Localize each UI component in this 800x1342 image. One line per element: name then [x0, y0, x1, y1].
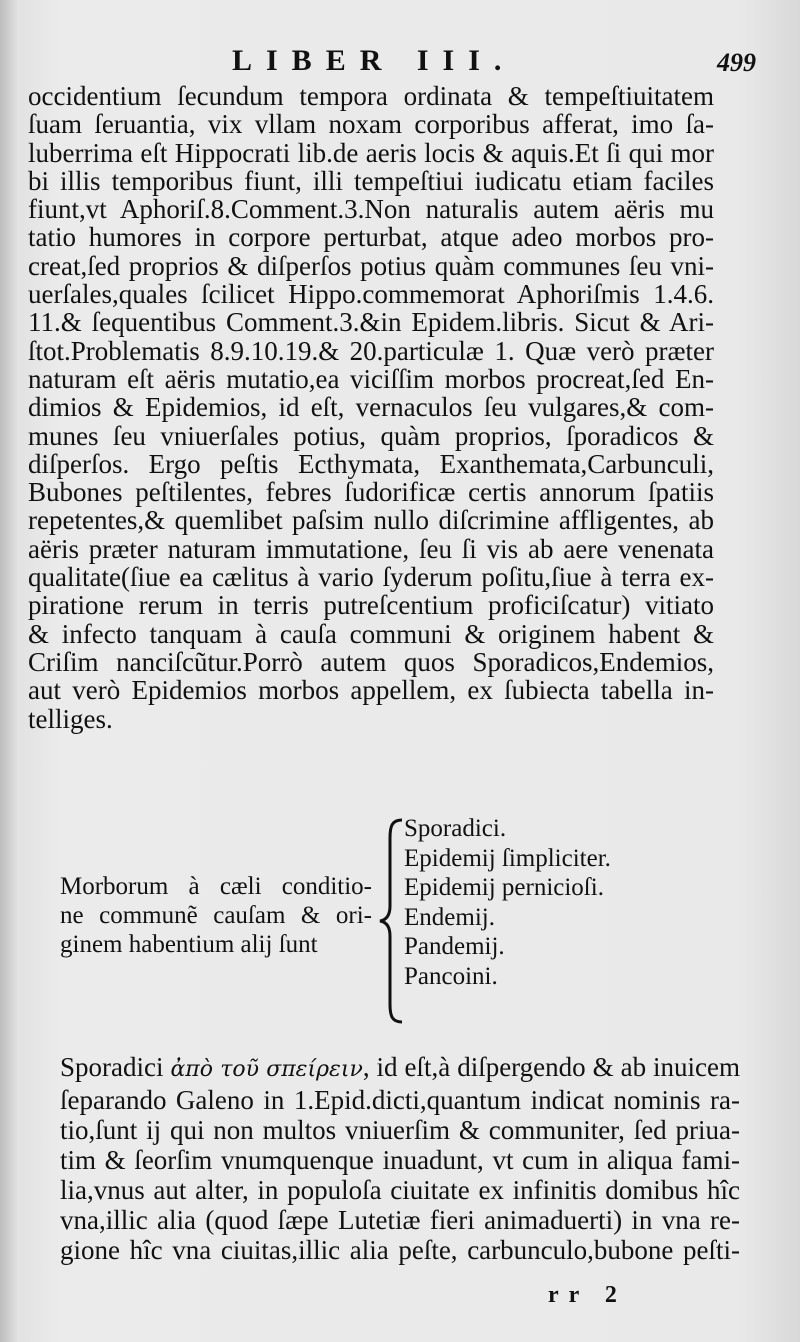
list-item: Endemij. — [404, 903, 495, 931]
classification-table — [60, 814, 740, 1034]
running-head: LIBER III. — [232, 44, 516, 77]
text-line: aut verò Epidemios morbos appellem, ex ſubiecta tabella in- — [28, 675, 714, 706]
page-header — [0, 40, 800, 80]
list-item: Epidemij ſimpliciter. — [404, 844, 611, 872]
text-line: repetentes,& quemlibet paſsim nullo diſcrimine affligentes, ab — [28, 505, 714, 536]
table-lead-text — [60, 872, 372, 959]
text-line: uerſales,quales ſcilicet Hippo.commemorat Aphoriſmis 1.4.6. — [28, 279, 714, 310]
text-line — [60, 1052, 740, 1085]
list-item: Sporadici. — [404, 815, 507, 842]
text-line: tio,ſunt ij qui non multos vniuerſim & communiter, ſed priua- — [60, 1115, 740, 1145]
text-line: telliges. — [28, 703, 113, 734]
curly-brace-icon — [378, 818, 406, 1024]
text-line: luberrima eſt Hippocrati lib.de aeris locis & aquis.Et ſi qui mor — [28, 137, 714, 168]
greek-phrase: ἀπὸ τοῦ σπείρειν — [170, 1057, 363, 1082]
text-line: naturam eſt aëris mutatio,ea viciſſim morbos procreat,ſed En- — [28, 363, 714, 394]
table-lead-line: Morborum à cæli conditio- — [60, 873, 372, 900]
page-number: 499 — [717, 48, 756, 77]
text-line: tatio humores in corpore perturbat, atque adeo morbos pro- — [28, 222, 714, 253]
text-line: & infecto tanquam à cauſa communi & originem habent & — [28, 618, 714, 649]
text-line: ſtot.Problematis 8.9.10.19.& 20.particulæ 1. Quæ verò præter — [28, 335, 714, 366]
text-line: bi illis temporibus fiunt, illi tempeſtiui iudicatu etiam faciles — [28, 165, 714, 196]
disease-type-list — [404, 814, 611, 991]
text-line: ſuam ſeruantia, vix vllam noxam corporibus afferat, imo ſa- — [28, 109, 714, 140]
text-line: 11.& ſequentibus Comment.3.&in Epidem.libris. Sicut & Ari- — [28, 307, 714, 338]
text-line: qualitate(ſiue ea cælitus à vario ſyderum poſitu,ſiue à terra ex- — [28, 562, 714, 593]
text-line: lia,vnus aut alter, in populoſa ciuitate ex infinitis domibus hîc — [60, 1175, 740, 1205]
list-item: Pandemij. — [404, 933, 505, 960]
text-line: gione hîc vna ciuitas,illic alia peſte, carbunculo,bubone peſti- — [60, 1235, 740, 1265]
sporadici-paragraph — [60, 1052, 740, 1265]
text-line: dimios & Epidemios, id eſt, vernaculos ſeu vulgares,& com- — [28, 392, 714, 423]
line-continuation: , id eſt,à diſpergendo & ab inuicem — [362, 1052, 740, 1082]
list-item: Pancoini. — [404, 962, 498, 990]
table-lead-line: ne communẽ cauſam & ori- — [60, 902, 372, 929]
text-line: tim & ſeorſim vnumquenque inuadunt, vt cum in aliqua fami- — [60, 1145, 740, 1175]
text-line: creat,ſed proprios & diſperſos potius quàm communes ſeu vni- — [28, 250, 714, 281]
text-line: munes ſeu vniuerſales potius, quàm proprios, ſporadicos & — [28, 420, 714, 451]
text-line: ſeparando Galeno in 1.Epid.dicti,quantum indicat nominis ra- — [60, 1085, 740, 1115]
text-line: occidentium ſecundum tempora ordinata & tempeſtiuitatem — [28, 81, 714, 111]
list-item: Epidemij pernicioſi. — [404, 874, 604, 901]
signature-mark: rr 2 — [548, 1282, 627, 1308]
text-line: aëris præter naturam immutatione, ſeu ſi vis ab aere venenata — [28, 533, 714, 564]
text-line: piratione rerum in terris putreſcentium proficiſcatur) vitiato — [28, 590, 714, 621]
text-line: vna,illic alia (quod ſæpe Lutetiæ fieri animaduerti) in vna re- — [60, 1205, 740, 1235]
table-lead-line: ginem habentium alij ſunt — [60, 931, 318, 958]
lead-word: Sporadici — [60, 1052, 171, 1082]
main-paragraph — [28, 82, 714, 733]
text-line: Bubones peſtilentes, febres ſudorificæ certis annorum ſpatiis — [28, 477, 714, 508]
text-line: fiunt,vt Aphoriſ.8.Comment.3.Non naturalis autem aëris mu — [28, 194, 714, 225]
text-line: diſperſos. Ergo peſtis Ecthymata, Exanthemata,Carbunculi, — [28, 448, 714, 479]
text-line: Criſim nanciſcũtur.Porrò autem quos Sporadicos,Endemios, — [28, 646, 714, 677]
